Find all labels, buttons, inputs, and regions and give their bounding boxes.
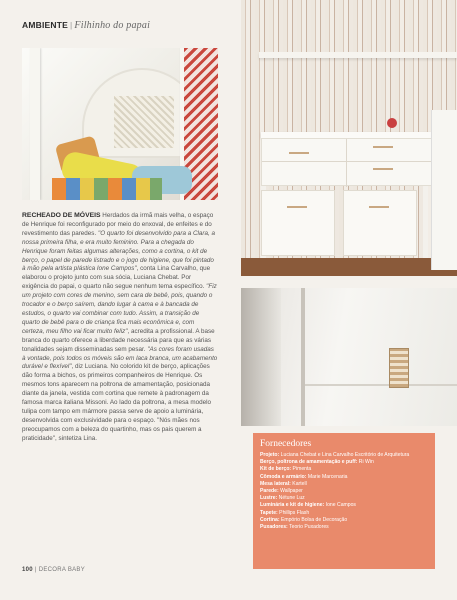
shadow-edge	[241, 288, 281, 426]
supplier-value: Wallpaper	[278, 488, 303, 495]
drawer-groove	[305, 384, 457, 386]
supplier-label: Puxadores:	[260, 524, 288, 531]
supplier-value: Marie Marcenaria	[306, 473, 348, 480]
supplier-label: Lustre:	[260, 495, 278, 502]
section-subtitle: Filhinho do papai	[74, 20, 151, 31]
crib-cane-panel	[114, 96, 174, 148]
section-label: AMBIENTE	[22, 20, 68, 30]
supplier-value: Empório Bolsa de Decoração	[279, 516, 348, 523]
body-text: , diz Luciana. No colorido kit de berço, aplicações dão forma a bichos, os primeiros companheiros de Henrique. Os mesmos tons aparecem na poltrona de amamentação, posicionada diante da janela, vestida com cortina que remete à padronagem da famosa marca italiana Missoni. Ao lado da poltrona, a mesa modelo tulipa com tampo em mármore passa serve de apoio a luminária, desenvolvida com exclusividade para o espaço. "Nós mães nos preocupamos com a beleza do quartinho, mas os pais querem a praticidade", sintetiza Lina.	[22, 363, 212, 442]
lead-in: RECHEADO DE MÓVEIS	[22, 212, 101, 219]
supplier-value: Luciana Chebat e Lina Carvalho Escritório de Arquitetura	[279, 452, 410, 458]
header-divider: |	[70, 20, 73, 30]
magazine-name: DECORA BABY	[38, 567, 86, 573]
supplier-label: Cômoda e armário:	[260, 473, 307, 480]
drawer-handle	[373, 146, 393, 148]
quote: "O quarto foi desenvolvido para a Clara, a nossa primeira filha, e era muito feminino. Para a chegada do Henrique foram feitas algumas alterações, como a cortina, o kit de berço, o papel de parede listrado e o jogo de higiene, que foi pintado à mão pela artista plástica Ione Campos"	[22, 229, 215, 273]
article-body	[22, 212, 218, 444]
wall-shelf	[259, 52, 457, 58]
suppliers-box	[253, 433, 435, 569]
supplier-value: Kartell	[290, 480, 307, 487]
supplier-value: Phillips Flash	[277, 509, 310, 516]
rolling-cabinet	[261, 190, 335, 256]
drawer-handle	[289, 152, 309, 154]
armchair-edge	[431, 110, 457, 270]
cabinet-handle	[287, 206, 307, 208]
supplier-value: Teorio Puxadores	[287, 524, 329, 531]
supplier-label: Projeto:	[260, 452, 280, 458]
crib-rail	[30, 48, 40, 200]
section-header	[22, 20, 150, 31]
body-text: Herdados da irmã mais velha, o espaço de Henrique foi reconfigurado por meio do enxoval, de enfeites e do revestimento das paredes.	[22, 212, 214, 237]
crib-photo	[22, 48, 218, 200]
crib-quilt	[52, 178, 162, 200]
handle-detail-photo	[241, 288, 457, 426]
suppliers-title: Fornecedores	[260, 439, 312, 449]
supplier-label: Luminária e kit de higiene:	[260, 502, 325, 509]
page-footer	[22, 567, 85, 573]
body-text: , conta Lina Carvalho, que elaborou o projeto junto com sua sócia, Luciana Chebat. Por exigência do papai, o quarto não segue nenhum tema específico.	[22, 265, 211, 291]
supplier-label: Berço, poltrona de amamentação e puff:	[260, 459, 358, 466]
cabinet-handle	[369, 206, 389, 208]
page-number: 100	[22, 567, 33, 573]
supplier-label: Parede:	[260, 488, 279, 495]
wood-floor	[241, 258, 457, 276]
supplier-label: Kit de berço:	[260, 466, 292, 473]
supplier-value: Nétune Luz	[277, 495, 305, 502]
supplier-label: Mesa lateral:	[260, 480, 291, 487]
supplier-label: Tapete:	[260, 509, 278, 516]
red-ornament	[387, 118, 397, 128]
quote: "As cores foram usadas à vontade, pois todos os móveis são em laca branca, um acabamento durável e flexível"	[22, 345, 218, 371]
body-text: , acredita a profissional. A base branca do quarto oferece a liberdade necessária para que as várias tonalidades sejam disseminadas sem pesar.	[22, 327, 215, 353]
footer-divider: |	[34, 567, 37, 573]
drawer-unit	[261, 138, 443, 186]
drawer-edge	[301, 288, 305, 426]
room-photo	[241, 0, 457, 276]
drawer-handle	[373, 168, 393, 170]
supplier-value: Ione Campos	[324, 502, 356, 509]
quote: "Fiz um projeto com cores de menino, sem cara de bebê, pois, quando o trocador e o berço saírem, dando lugar à cama e à bancada de estudos, o quarto vai combinar com tudo. Assim, a transição de quarto de bebê para o de criança fica mais econômica e, com certeza, meu filho vai ficar muito feliz"	[22, 283, 217, 335]
rolling-cabinet	[343, 190, 417, 256]
supplier-value: Pimenta	[291, 466, 312, 473]
supplier-value: Ri Win	[357, 459, 374, 466]
supplier-label: Cortina:	[260, 516, 280, 523]
drawer-knob	[389, 348, 409, 388]
